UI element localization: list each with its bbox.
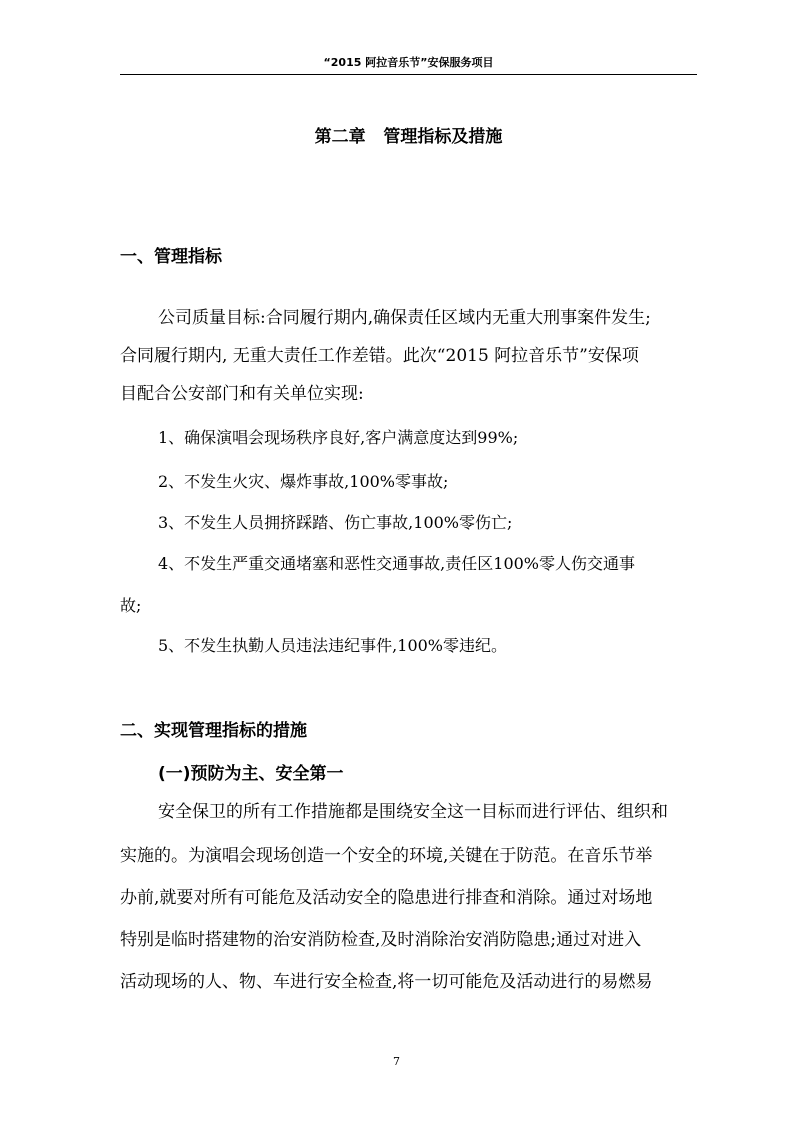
list-item: 1、确保演唱会现场秩序良好,客户满意度达到99%; xyxy=(158,428,519,447)
list-item-continuation: 故; xyxy=(120,596,142,615)
paragraph-line: 安全保卫的所有工作措施都是围绕安全这一目标而进行评估、组织和 xyxy=(158,802,668,822)
page-header: “2015 阿拉音乐节”安保服务项目 xyxy=(323,56,494,69)
paragraph-line: 特别是临时搭建物的治安消防检查,及时消除治安消防隐患;通过对进入 xyxy=(120,930,642,950)
paragraph-line: 实施的。为演唱会现场创造一个安全的环境,关键在于防范。在音乐节举 xyxy=(120,846,653,866)
list-item: 5、不发生执勤人员违法违纪事件,100%零违纪。 xyxy=(158,636,508,655)
paragraph-line: 目配合公安部门和有关单位实现: xyxy=(120,384,364,404)
sub-heading: (一)预防为主、安全第一 xyxy=(158,764,344,784)
paragraph-line: 活动现场的人、物、车进行安全检查,将一切可能危及活动进行的易燃易 xyxy=(120,972,653,992)
list-item: 4、不发生严重交通堵塞和恶性交通事故,责任区100%零人伤交通事 xyxy=(158,554,636,573)
section-heading-2: 二、实现管理指标的措施 xyxy=(120,721,307,741)
paragraph-line: 合同履行期内, 无重大责任工作差错。此次“2015 阿拉音乐节”安保项 xyxy=(120,346,639,366)
list-item: 2、不发生火灾、爆炸事故,100%零事故; xyxy=(158,472,449,491)
paragraph-line: 公司质量目标:合同履行期内,确保责任区域内无重大刑事案件发生; xyxy=(158,308,651,328)
page-number: 7 xyxy=(393,1055,400,1068)
list-item: 3、不发生人员拥挤踩踏、伤亡事故,100%零伤亡; xyxy=(158,513,513,532)
section-heading-1: 一、管理指标 xyxy=(120,247,222,267)
chapter-title: 第二章 管理指标及措施 xyxy=(314,127,503,147)
paragraph-line: 办前,就要对所有可能危及活动安全的隐患进行排查和消除。通过对场地 xyxy=(120,888,653,908)
header-rule xyxy=(120,74,697,75)
